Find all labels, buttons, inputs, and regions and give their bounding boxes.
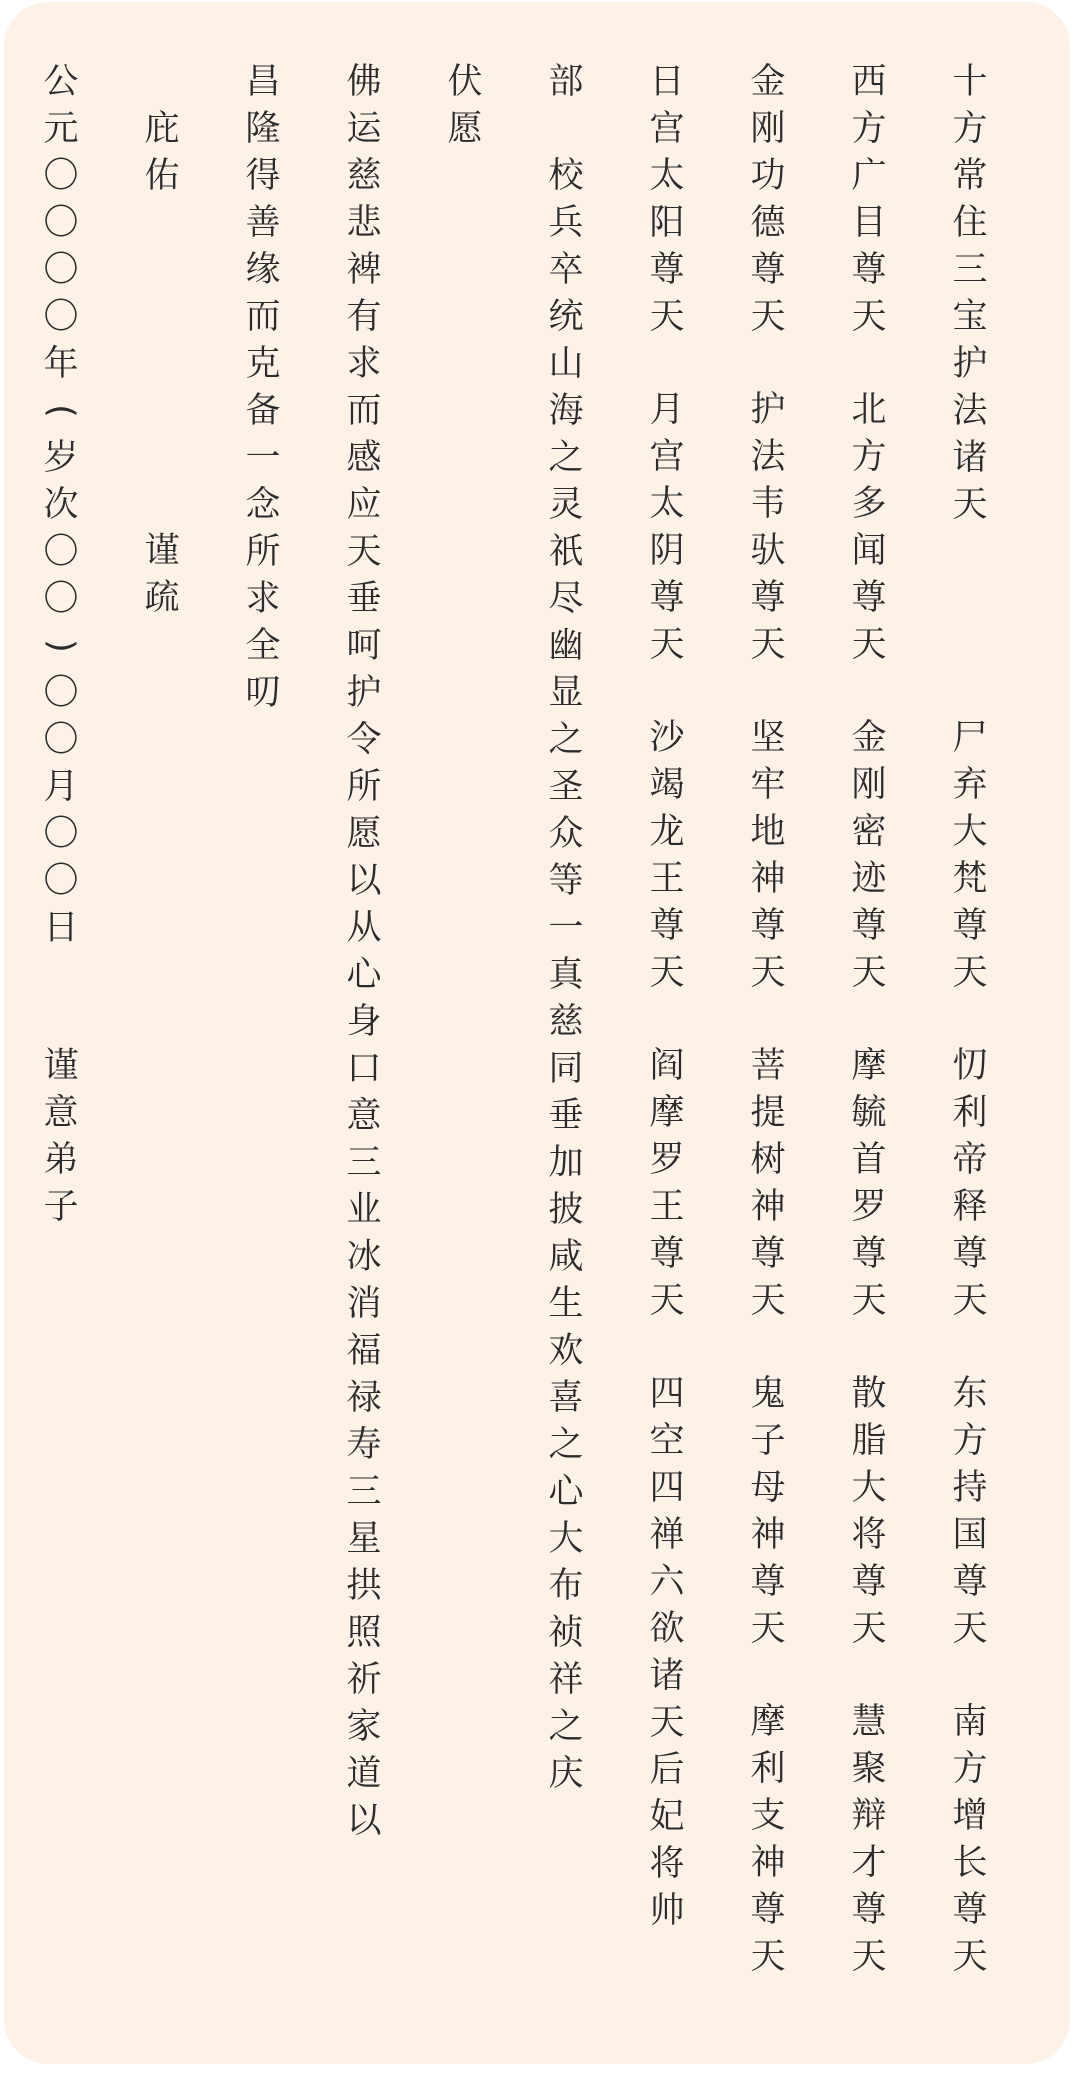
column-1-segment-2-char: 梵 [952,859,988,899]
column-4-segment-2-char: 月 [649,390,685,430]
column-4-segment-2-char: 太 [649,484,685,524]
column-1-segment-2-char: 天 [952,953,988,993]
column-7-segment-1-char: 身 [346,1002,382,1042]
column-7-segment-1-char: 愿 [346,814,382,854]
column-1-segment-1-char: 十 [952,62,988,102]
column-2-segment-5-char: 大 [851,1468,887,1508]
column-7-segment-1-char: 三 [346,1472,382,1512]
column-10-segment-1-char: ( [41,404,81,418]
column-2-segment-3-char: 刚 [851,765,887,805]
column-5-segment-2-char: 大 [548,1519,584,1559]
column-7-segment-1-char: 冰 [346,1237,382,1277]
column-1-segment-3-char: 帝 [952,1140,988,1180]
column-10-segment-1-char: 〇 [43,861,79,901]
column-8-segment-1-char: 求 [245,579,281,619]
column-7-segment-1-char: 慈 [346,156,382,196]
column-2-segment-1-char: 方 [851,109,887,149]
column-4-segment-2-char: 阴 [649,531,685,571]
column-4-segment-4-char: 王 [649,1187,685,1227]
column-1-segment-1-char: 住 [952,203,988,243]
column-1-segment-3-char: 天 [952,1281,988,1321]
column-10 [31,0,91,2080]
column-10-segment-1-char: 〇 [43,673,79,713]
column-8-segment-1-char: 善 [245,203,281,243]
column-3-segment-2-char: 护 [750,390,786,430]
column-2-segment-2-char: 北 [851,390,887,430]
column-1-segment-1-char: 护 [952,344,988,384]
column-4-segment-4-char: 摩 [649,1093,685,1133]
column-1-segment-4-char: 天 [952,1609,988,1649]
column-5-segment-2-char: 欢 [548,1331,584,1371]
column-3-segment-1-char: 尊 [750,250,786,290]
column-6-segment-1-char: 伏 [447,62,483,102]
column-5-segment-2-char: 显 [548,673,584,713]
column-9-segment-1-char: 庇 [144,109,180,149]
column-10-segment-1-char: 〇 [43,579,79,619]
column-2 [839,0,899,2080]
column-5-segment-2-char: 灵 [548,485,584,525]
column-3-segment-1-char: 刚 [750,109,786,149]
column-8-segment-1-char: 得 [245,156,281,196]
column-5-segment-2-char: 同 [548,1049,584,1089]
column-7-segment-1-char: 以 [346,1801,382,1841]
column-4-segment-5-char: 诸 [649,1656,685,1696]
column-5-segment-2-char: 真 [548,955,584,995]
column-7-segment-1-char: 天 [346,532,382,572]
column-4-segment-4-char: 尊 [649,1234,685,1274]
column-8-segment-1-char: 缘 [245,250,281,290]
column-5-segment-2-char: 圣 [548,767,584,807]
column-4-segment-5-char: 妃 [649,1797,685,1837]
column-8-segment-1-char: 一 [245,438,281,478]
column-6 [435,0,495,2080]
column-5-segment-2-char: 校 [548,156,584,196]
column-9-segment-1-char: 佑 [144,156,180,196]
column-5 [536,0,596,2080]
column-1-segment-1-char: 法 [952,391,988,431]
column-5-segment-2-char: 喜 [548,1378,584,1418]
column-7-segment-1-char: 三 [346,1143,382,1183]
column-7-segment-1-char: 祈 [346,1660,382,1700]
column-2-segment-3-char: 密 [851,812,887,852]
column-7-segment-1-char: 护 [346,673,382,713]
column-1-segment-1-char: 天 [952,485,988,525]
column-3-segment-5-char: 子 [750,1421,786,1461]
column-1-segment-2-char: 弃 [952,765,988,805]
column-3-segment-2-char: 天 [750,625,786,665]
column-8 [233,0,293,2080]
column-7 [334,0,394,2080]
column-1-segment-1-char: 宝 [952,297,988,337]
column-1-segment-1-char: 诸 [952,438,988,478]
column-7-segment-1-char: 禄 [346,1378,382,1418]
column-8-segment-1-char: 备 [245,391,281,431]
column-1-segment-4-char: 方 [952,1421,988,1461]
column-5-segment-2-char: 卒 [548,250,584,290]
column-10-segment-1-char: 〇 [43,203,79,243]
column-7-segment-1-char: 悲 [346,203,382,243]
column-2-segment-5-char: 尊 [851,1562,887,1602]
column-10-segment-2-char: 意 [43,1093,79,1133]
column-6-segment-1-char: 愿 [447,109,483,149]
column-7-segment-1-char: 拱 [346,1566,382,1606]
column-3-segment-6-char: 尊 [750,1890,786,1930]
column-7-segment-1-char: 照 [346,1613,382,1653]
column-1-segment-5-char: 天 [952,1937,988,1977]
column-8-segment-1-char: 念 [245,485,281,525]
column-2-segment-4-char: 天 [851,1281,887,1321]
column-7-segment-1-char: 垂 [346,579,382,619]
column-7-segment-1-char: 星 [346,1519,382,1559]
column-1-segment-5-char: 尊 [952,1890,988,1930]
column-8-segment-1-char: 隆 [245,109,281,149]
column-5-segment-2-char: 兵 [548,203,584,243]
column-3-segment-6-char: 天 [750,1937,786,1977]
column-8-segment-1-char: 所 [245,532,281,572]
column-7-segment-1-char: 而 [346,391,382,431]
column-3-segment-3-char: 牢 [750,765,786,805]
column-2-segment-5-char: 天 [851,1609,887,1649]
column-7-segment-1-char: 令 [346,720,382,760]
column-5-segment-2-char: 垂 [548,1096,584,1136]
column-3-segment-4-char: 神 [750,1187,786,1227]
column-10-segment-1-char: 年 [43,344,79,384]
column-5-segment-2-char: 祇 [548,532,584,572]
column-5-segment-2-char: 布 [548,1566,584,1606]
column-4-segment-5-char: 将 [649,1844,685,1884]
column-5-segment-2-char: 咸 [548,1237,584,1277]
column-5-segment-2-char: 众 [548,814,584,854]
column-4-segment-5-char: 空 [649,1421,685,1461]
column-4-segment-5-char: 四 [649,1374,685,1414]
column-8-segment-1-char: 全 [245,626,281,666]
column-1-segment-1-char: 三 [952,250,988,290]
column-7-segment-1-char: 佛 [346,62,382,102]
column-2-segment-2-char: 多 [851,484,887,524]
column-4-segment-1-char: 天 [649,297,685,337]
column-3-segment-3-char: 地 [750,812,786,852]
column-3-segment-1-char: 德 [750,203,786,243]
column-7-segment-1-char: 感 [346,438,382,478]
column-3 [738,0,798,2080]
column-2-segment-4-char: 尊 [851,1234,887,1274]
column-10-segment-1-char: 日 [43,908,79,948]
column-2-segment-1-char: 西 [851,62,887,102]
column-1-segment-3-char: 释 [952,1187,988,1227]
column-9 [132,0,192,2080]
column-2-segment-1-char: 天 [851,297,887,337]
column-5-segment-2-char: 等 [548,861,584,901]
column-5-segment-2-char: 加 [548,1143,584,1183]
column-10-segment-1-char: 次 [43,485,79,525]
column-7-segment-1-char: 裨 [346,250,382,290]
column-4-segment-3-char: 竭 [649,765,685,805]
column-4-segment-3-char: 天 [649,953,685,993]
column-2-segment-6-char: 才 [851,1843,887,1883]
column-1-segment-5-char: 增 [952,1796,988,1836]
column-10-segment-1-char: 〇 [43,297,79,337]
column-3-segment-6-char: 利 [750,1749,786,1789]
column-7-segment-1-char: 从 [346,908,382,948]
column-7-segment-1-char: 道 [346,1754,382,1794]
column-2-segment-3-char: 天 [851,953,887,993]
column-2-segment-2-char: 天 [851,625,887,665]
column-1 [940,0,1000,2080]
column-3-segment-4-char: 尊 [750,1234,786,1274]
column-4-segment-4-char: 阎 [649,1046,685,1086]
column-8-segment-1-char: 克 [245,344,281,384]
column-1-segment-3-char: 尊 [952,1234,988,1274]
column-10-segment-1-char: 〇 [43,720,79,760]
column-4-segment-5-char: 后 [649,1750,685,1790]
column-8-segment-1-char: 而 [245,297,281,337]
column-7-segment-1-char: 消 [346,1284,382,1324]
column-7-segment-1-char: 意 [346,1096,382,1136]
column-3-segment-1-char: 功 [750,156,786,196]
column-3-segment-3-char: 坚 [750,718,786,758]
column-2-segment-2-char: 闻 [851,531,887,571]
column-3-segment-2-char: 驮 [750,531,786,571]
column-4-segment-5-char: 帅 [649,1891,685,1931]
column-7-segment-1-char: 有 [346,297,382,337]
column-7-segment-1-char: 寿 [346,1425,382,1465]
column-4-segment-4-char: 罗 [649,1140,685,1180]
column-1-segment-2-char: 尊 [952,906,988,946]
column-2-segment-1-char: 广 [851,156,887,196]
column-5-segment-2-char: 心 [548,1472,584,1512]
column-3-segment-6-char: 摩 [750,1702,786,1742]
column-3-segment-6-char: 神 [750,1843,786,1883]
column-1-segment-4-char: 国 [952,1515,988,1555]
column-10-segment-2-char: 子 [43,1187,79,1227]
column-8-segment-1-char: 叨 [245,673,281,713]
column-5-segment-2-char: 幽 [548,626,584,666]
column-1-segment-4-char: 尊 [952,1562,988,1602]
column-2-segment-6-char: 慧 [851,1702,887,1742]
column-1-segment-4-char: 东 [952,1374,988,1414]
column-2-segment-1-char: 尊 [851,250,887,290]
column-5-segment-2-char: 尽 [548,579,584,619]
column-3-segment-4-char: 天 [750,1281,786,1321]
column-2-segment-4-char: 毓 [851,1093,887,1133]
column-4-segment-1-char: 日 [649,62,685,102]
column-7-segment-1-char: 福 [346,1331,382,1371]
column-4-segment-5-char: 六 [649,1562,685,1602]
column-3-segment-5-char: 天 [750,1609,786,1649]
column-2-segment-1-char: 目 [851,203,887,243]
column-7-segment-1-char: 口 [346,1049,382,1089]
column-3-segment-2-char: 韦 [750,484,786,524]
column-10-segment-1-char: 岁 [43,438,79,478]
column-2-segment-3-char: 迹 [851,859,887,899]
column-9-segment-2-char: 谨 [144,531,180,571]
column-3-segment-1-char: 金 [750,62,786,102]
column-3-segment-4-char: 树 [750,1140,786,1180]
column-2-segment-6-char: 聚 [851,1749,887,1789]
column-3-segment-4-char: 菩 [750,1046,786,1086]
column-4-segment-2-char: 宫 [649,437,685,477]
column-3-segment-2-char: 尊 [750,578,786,618]
column-7-segment-1-char: 心 [346,955,382,995]
column-2-segment-2-char: 方 [851,437,887,477]
column-1-segment-5-char: 南 [952,1702,988,1742]
column-1-segment-5-char: 长 [952,1843,988,1883]
column-4-segment-3-char: 尊 [649,906,685,946]
column-3-segment-1-char: 天 [750,297,786,337]
column-4-segment-5-char: 欲 [649,1609,685,1649]
column-2-segment-5-char: 脂 [851,1421,887,1461]
column-10-segment-1-char: 月 [43,767,79,807]
column-1-segment-5-char: 方 [952,1749,988,1789]
column-2-segment-2-char: 尊 [851,578,887,618]
column-4-segment-5-char: 禅 [649,1515,685,1555]
column-7-segment-1-char: 运 [346,109,382,149]
column-7-segment-1-char: 家 [346,1707,382,1747]
column-3-segment-5-char: 尊 [750,1562,786,1602]
column-5-segment-2-char: 之 [548,1425,584,1465]
column-4-segment-4-char: 天 [649,1281,685,1321]
column-4-segment-1-char: 尊 [649,250,685,290]
column-1-segment-2-char: 尸 [952,718,988,758]
column-4-segment-3-char: 王 [649,859,685,899]
column-2-segment-6-char: 尊 [851,1890,887,1930]
column-1-segment-4-char: 持 [952,1468,988,1508]
column-4-segment-1-char: 宫 [649,109,685,149]
column-2-segment-4-char: 罗 [851,1187,887,1227]
column-5-segment-2-char: 一 [548,908,584,948]
column-10-segment-1-char: 元 [43,109,79,149]
column-2-segment-4-char: 摩 [851,1046,887,1086]
column-4-segment-1-char: 太 [649,156,685,196]
column-2-segment-3-char: 尊 [851,906,887,946]
column-5-segment-2-char: 统 [548,297,584,337]
column-5-segment-2-char: 生 [548,1284,584,1324]
column-5-segment-2-char: 庆 [548,1754,584,1794]
column-10-segment-1-char: 〇 [43,814,79,854]
column-3-segment-5-char: 鬼 [750,1374,786,1414]
column-5-segment-2-char: 之 [548,438,584,478]
column-1-segment-3-char: 忉 [952,1046,988,1086]
column-3-segment-3-char: 神 [750,859,786,899]
column-3-segment-6-char: 支 [750,1796,786,1836]
column-1-segment-3-char: 利 [952,1093,988,1133]
column-5-segment-2-char: 披 [548,1190,584,1230]
column-10-segment-1-char: 〇 [43,156,79,196]
column-2-segment-3-char: 金 [851,718,887,758]
column-7-segment-1-char: 呵 [346,626,382,666]
column-10-segment-2-char: 谨 [43,1046,79,1086]
column-7-segment-1-char: 应 [346,485,382,525]
column-3-segment-5-char: 母 [750,1468,786,1508]
column-4-segment-5-char: 天 [649,1703,685,1743]
column-7-segment-1-char: 以 [346,861,382,901]
column-5-segment-2-char: 海 [548,391,584,431]
column-2-segment-4-char: 首 [851,1140,887,1180]
column-5-segment-2-char: 之 [548,720,584,760]
column-5-segment-2-char: 山 [548,344,584,384]
column-3-segment-3-char: 天 [750,953,786,993]
column-10-segment-1-char: ) [41,639,81,653]
column-3-segment-3-char: 尊 [750,906,786,946]
column-3-segment-2-char: 法 [750,437,786,477]
column-10-segment-2-char: 弟 [43,1140,79,1180]
column-4-segment-5-char: 四 [649,1468,685,1508]
column-8-segment-1-char: 昌 [245,62,281,102]
column-7-segment-1-char: 求 [346,344,382,384]
column-1-segment-2-char: 大 [952,812,988,852]
column-3-segment-5-char: 神 [750,1515,786,1555]
column-5-segment-2-char: 祥 [548,1660,584,1700]
column-4-segment-3-char: 沙 [649,718,685,758]
column-2-segment-6-char: 辩 [851,1796,887,1836]
column-4-segment-1-char: 阳 [649,203,685,243]
column-4-segment-2-char: 天 [649,625,685,665]
column-5-segment-1-char: 部 [548,62,584,102]
column-5-segment-2-char: 之 [548,1707,584,1747]
column-10-segment-1-char: 〇 [43,250,79,290]
column-4-segment-3-char: 龙 [649,812,685,852]
column-7-segment-1-char: 业 [346,1190,382,1230]
column-4 [637,0,697,2080]
column-10-segment-1-char: 公 [43,62,79,102]
column-10-segment-1-char: 〇 [43,532,79,572]
column-9-segment-2-char: 疏 [144,578,180,618]
column-4-segment-2-char: 尊 [649,578,685,618]
column-2-segment-5-char: 散 [851,1374,887,1414]
column-3-segment-4-char: 提 [750,1093,786,1133]
column-7-segment-1-char: 所 [346,767,382,807]
column-5-segment-2-char: 慈 [548,1002,584,1042]
column-1-segment-1-char: 常 [952,156,988,196]
column-2-segment-6-char: 天 [851,1937,887,1977]
column-5-segment-2-char: 祯 [548,1613,584,1653]
column-2-segment-5-char: 将 [851,1515,887,1555]
column-1-segment-1-char: 方 [952,109,988,149]
